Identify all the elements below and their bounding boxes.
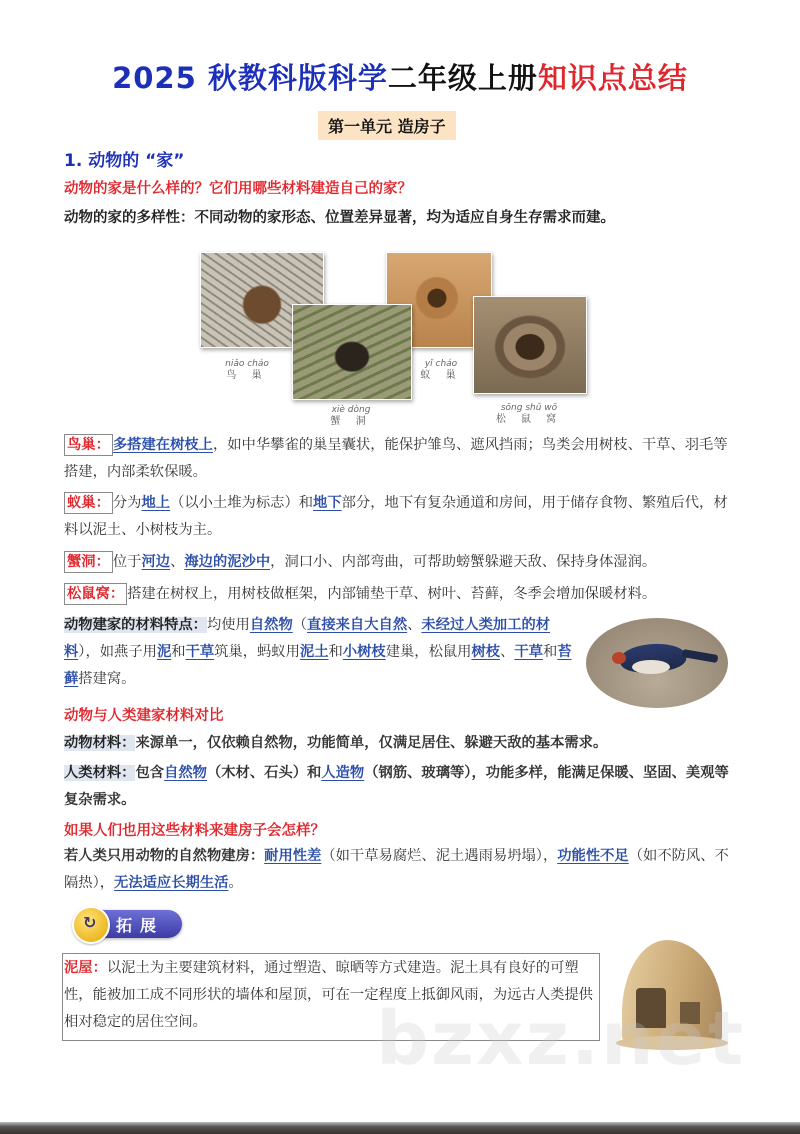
squirrel-nest-tag: 松鼠窝： — [64, 583, 127, 605]
question-1: 动物的家是什么样的？它们用哪些材料建造自己的家？ — [64, 181, 412, 197]
squirrel-nest-paragraph: 松鼠窝： 搭建在树杈上，用树枝做框架，内部铺垫干草、树叶、苔藓，冬季会增加保暖材料。 — [64, 581, 740, 608]
bird-nest-tag: 鸟巢： — [64, 434, 113, 456]
swallow-photo — [586, 618, 728, 708]
materials-highlight: 动物建家的材料特点： — [64, 617, 207, 633]
bottom-edge — [0, 1122, 800, 1134]
caption-ant: yǐ cháo 蚁 巢 — [420, 359, 462, 381]
intro-text: 动物的家的多样性：不同动物的家形态、位置差异显著，均为适应自身生存需求而建。 — [64, 210, 615, 226]
human-materials-highlight: 人类材料： — [64, 765, 136, 781]
extension-label: 拓展 — [116, 916, 165, 935]
caption-crab: xiè dòng 蟹 洞 — [330, 405, 372, 427]
question-2: 如果人们也用这些材料来建房子会怎样？ — [64, 823, 325, 839]
title-part-black: 二年级上册 — [387, 61, 538, 95]
watermark: bzxz.net — [376, 996, 746, 1082]
crab-hole-tag: 蟹洞： — [64, 551, 113, 573]
answer-paragraph: 若人类只用动物的自然物建房：耐用性差（如干草易腐烂、泥土遇雨易坍塌），功能性不足（如不防风、不隔热），无法适应长期生活。 — [64, 848, 729, 891]
animal-materials-highlight: 动物材料： — [64, 735, 136, 751]
crab-hole-paragraph: 蟹洞： 位于河边、海边的泥沙中，洞口小、内部弯曲，可帮助螃蟹躲避天敌、保持身体湿润。 — [64, 549, 740, 576]
crab-hole-photo — [292, 304, 412, 400]
mudhouse-tag: 泥屋： — [64, 960, 107, 976]
squirrel-nest-photo — [473, 296, 587, 394]
page-title — [0, 56, 800, 97]
title-part-blue: 2025 秋教科版科学 — [112, 61, 388, 95]
refresh-icon: ↻ — [83, 913, 97, 932]
compare-heading: 动物与人类建家材料对比 — [64, 708, 224, 724]
extension-badge — [72, 908, 182, 940]
caption-bird: niǎo cháo 鸟 巢 — [225, 359, 269, 381]
materials-paragraph: 动物建家的材料特点：均使用自然物（直接来自大自然、未经过人类加工的材料），如燕子用泥和干草筑巢，蚂蚁用泥土和小树枝建巢，松鼠用树枝、干草和苔藓搭建窝。 — [64, 617, 572, 687]
ant-nest-tag: 蚁巢： — [64, 492, 113, 514]
bird-nest-paragraph: 鸟巢： 多搭建在树枝上，如中华攀雀的巢呈囊状，能保护雏鸟、遮风挡雨；鸟类会用树枝、干草、羽毛等搭建，内部柔软保暖。 — [64, 432, 740, 486]
title-part-red: 知识点总结 — [537, 61, 688, 95]
human-materials-paragraph: 人类材料：包含自然物（木材、石头）和人造物（钢筋、玻璃等），功能多样，能满足保暖、坚固、美观等复杂需求。 — [64, 765, 729, 808]
caption-squirrel: sōng shǔ wō 松 鼠 窝 — [495, 403, 563, 425]
mudhouse-paragraph: 泥屋：以泥土为主要建筑材料，通过塑造、晾晒等方式建造。泥土具有良好的可塑性，能被加工成不同形状的墙体和屋顶，可在一定程度上抵御风雨，为远古人类提供相对稳定的居住空间。 — [64, 960, 593, 1030]
lesson-heading: 1. 动物的 “家” — [64, 151, 185, 171]
ant-nest-paragraph: 蚁巢： 分为地上（以小土堆为标志）和地下部分，地下有复杂通道和房间，用于储存食物、繁殖后代，材料以泥土、小树枝为主。 — [64, 490, 740, 544]
unit-heading: 第一单元 造房子 — [318, 111, 456, 140]
animal-materials-paragraph: 动物材料：来源单一，仅依赖自然物，功能简单，仅满足居住、躲避天敌的基本需求。 — [64, 735, 608, 751]
